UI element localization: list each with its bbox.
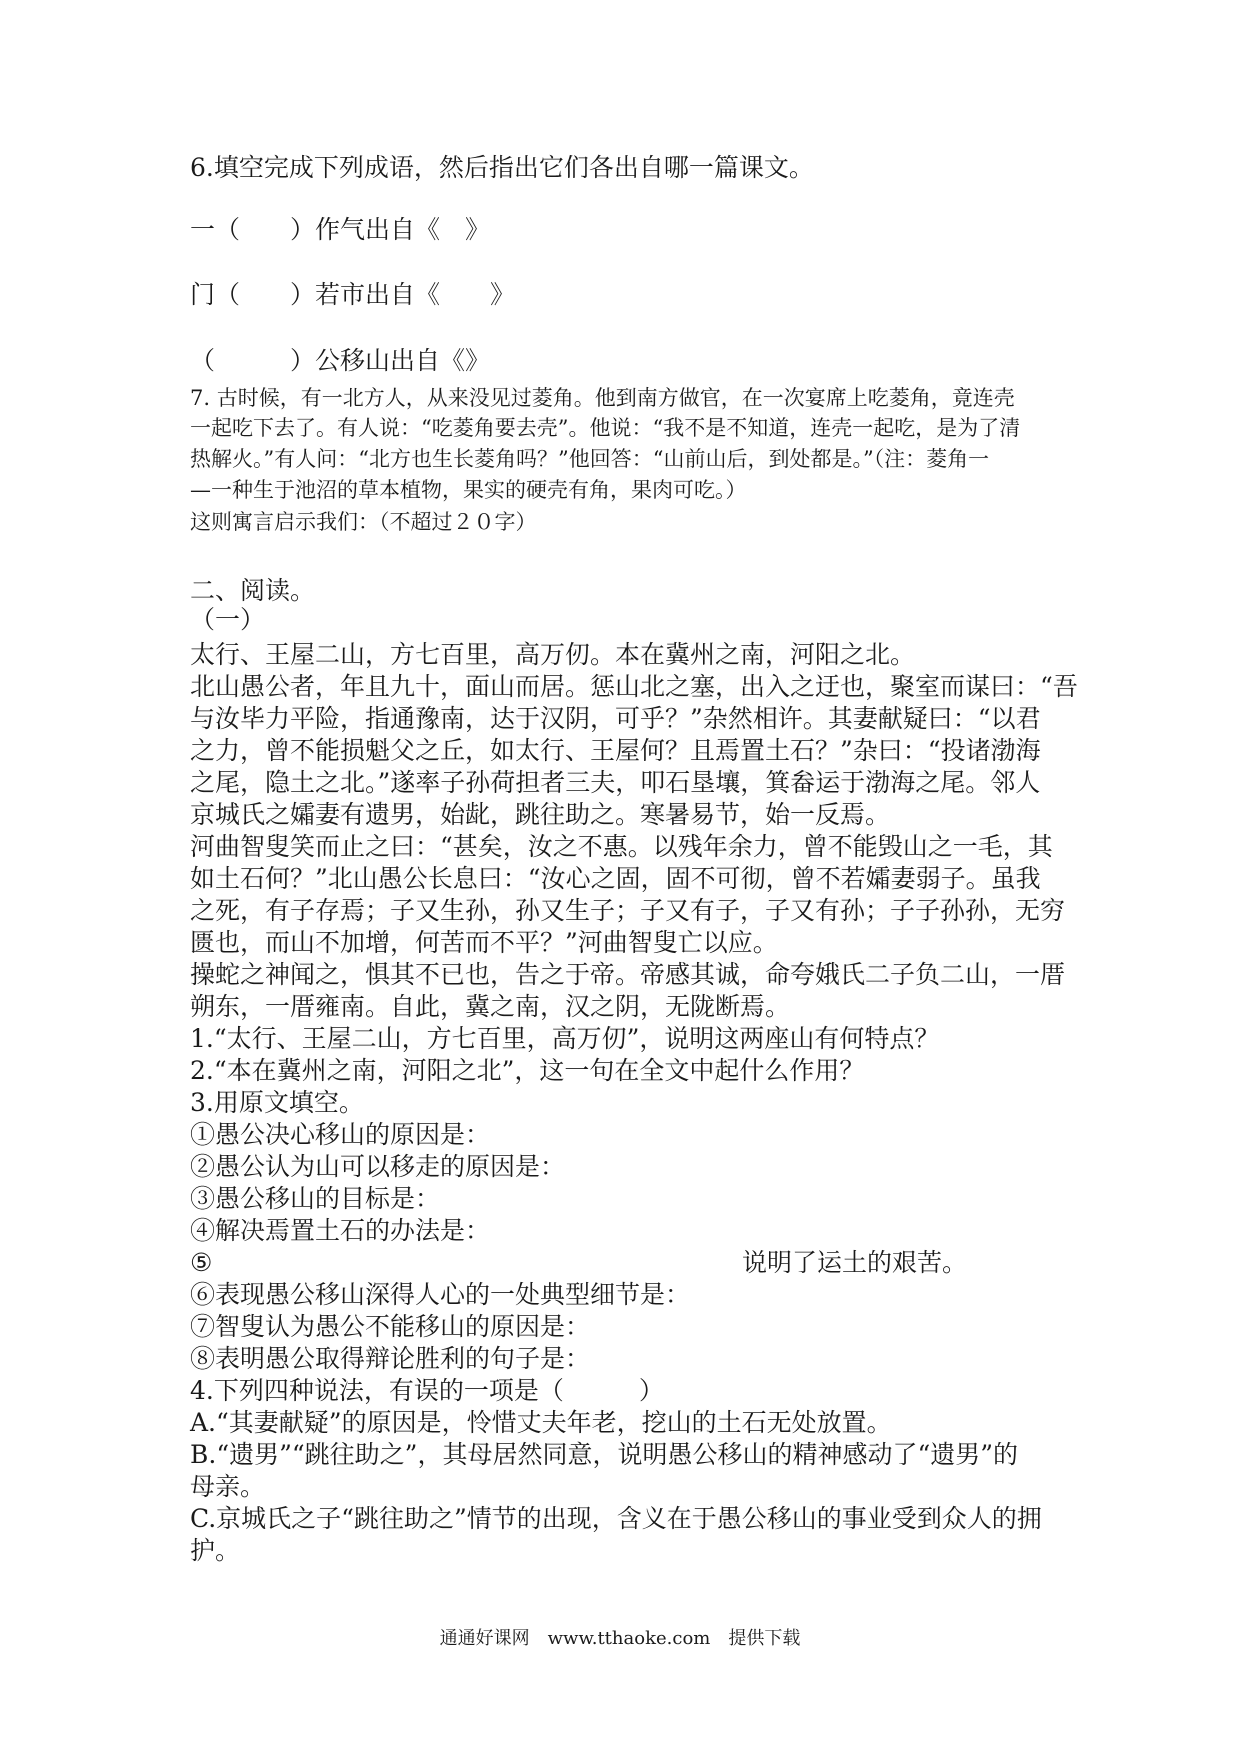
q6-item-1: 一（ ）作气出自《 》 <box>190 215 491 244</box>
q7-line: —一种生于池沼的草本植物，果实的硬壳有角，果肉可吃。） <box>190 478 747 502</box>
passage-line: 之死，有子存焉；子又生孙，孙又生子；子又有子，子又有孙；子子孙孙，无穷 <box>190 896 1066 925</box>
passage-line: 朔东，一厝雍南。自此，冀之南，汉之阴，无陇断焉。 <box>190 992 791 1021</box>
q7-line: 这则寓言启示我们：（不超过２０字） <box>190 510 537 534</box>
q6-prompt: 6.填空完成下列成语，然后指出它们各出自哪一篇课文。 <box>190 153 814 182</box>
question-line: 3.用原文填空。 <box>190 1088 364 1117</box>
option-b-cont: 母亲。 <box>190 1472 266 1501</box>
passage-line: 与汝毕力平险，指通豫南，达于汉阴，可乎？”杂然相许。其妻献疑曰：“以君 <box>190 704 1041 733</box>
passage-line: 操蛇之神闻之，惧其不已也，告之于帝。帝感其诚，命夸娥氏二子负二山，一厝 <box>190 960 1066 989</box>
q3-item-5-number: ⑤ <box>190 1248 213 1277</box>
q3-item-5-tail: 说明了运土的艰苦。 <box>742 1248 968 1277</box>
passage-line: 如土石何？”北山愚公长息曰：“汝心之固，固不可彻，曾不若孀妻弱子。虽我 <box>190 864 1041 893</box>
question-line: ⑧表明愚公取得辩论胜利的句子是： <box>190 1344 591 1373</box>
option-c-cont: 护。 <box>190 1536 241 1565</box>
q6-item-3: （ ）公移山出自《》 <box>190 346 491 375</box>
option-b: B.“遗男”“跳往助之”，其母居然同意，说明愚公移山的精神感动了“遗男”的 <box>190 1440 1019 1469</box>
question-line: ③愚公移山的目标是： <box>190 1184 441 1213</box>
section-heading: 二、阅读。 <box>190 576 316 605</box>
page-footer: 通通好课网 www.tthaoke.com 提供下载 <box>439 1628 801 1649</box>
option-a: A.“其妻献疑”的原因是，怜惜丈夫年老，挖山的土石无处放置。 <box>190 1408 892 1437</box>
passage-line: 之尾，隐土之北。”遂率子孙荷担者三夫，叩石垦壤，箕畚运于渤海之尾。邻人 <box>190 768 1041 797</box>
passage-line: 之力，曾不能损魁父之丘，如太行、王屋何？且焉置土石？”杂曰：“投诸渤海 <box>190 736 1041 765</box>
passage-line: 北山愚公者，年且九十，面山而居。惩山北之塞，出入之迂也，聚室而谋曰：“吾 <box>190 672 1078 701</box>
question-line: 1.“太行、王屋二山，方七百里，高万仞”，说明这两座山有何特点？ <box>190 1024 940 1053</box>
question-line: ④解决焉置土石的办法是： <box>190 1216 491 1245</box>
question-line: ①愚公决心移山的原因是： <box>190 1120 491 1149</box>
option-c: C.京城氏之子“跳往助之”情节的出现，含义在于愚公移山的事业受到众人的拥 <box>190 1504 1042 1533</box>
question-line: ⑦智叟认为愚公不能移山的原因是： <box>190 1312 591 1341</box>
question-line: 2.“本在冀州之南，河阳之北”，这一句在全文中起什么作用？ <box>190 1056 865 1085</box>
subsection-heading: （一） <box>190 605 266 634</box>
q7-line: 热解火。”有人问：“北方也生长菱角吗？”他回答：“山前山后，到处都是。”（注：菱角一 <box>190 447 990 471</box>
question-line: ②愚公认为山可以移走的原因是： <box>190 1152 566 1181</box>
question-line: 4.下列四种说法，有误的一项是（ ） <box>190 1376 664 1405</box>
passage-line: 河曲智叟笑而止之曰：“甚矣，汝之不惠。以残年余力，曾不能毁山之一毛，其 <box>190 832 1053 861</box>
passage-line: 京城氏之孀妻有遗男，始龀，跳往助之。寒暑易节，始一反焉。 <box>190 800 891 829</box>
passage-line: 匮也，而山不加增，何苦而不平？”河曲智叟亡以应。 <box>190 928 778 957</box>
q7-line: 7. 古时候，有一北方人，从来没见过菱角。他到南方做官，在一次宴席上吃菱角，竟连壳 <box>190 386 1015 410</box>
passage-line: 太行、王屋二山，方七百里，高万仞。本在冀州之南，河阳之北。 <box>190 640 916 669</box>
q6-item-2: 门（ ）若市出自《 》 <box>190 280 516 309</box>
q7-line: 一起吃下去了。有人说：“吃菱角要去壳”。他说：“我不是不知道，连壳一起吃，是为了清 <box>190 416 1021 440</box>
question-line: ⑥表现愚公移山深得人心的一处典型细节是： <box>190 1280 691 1309</box>
